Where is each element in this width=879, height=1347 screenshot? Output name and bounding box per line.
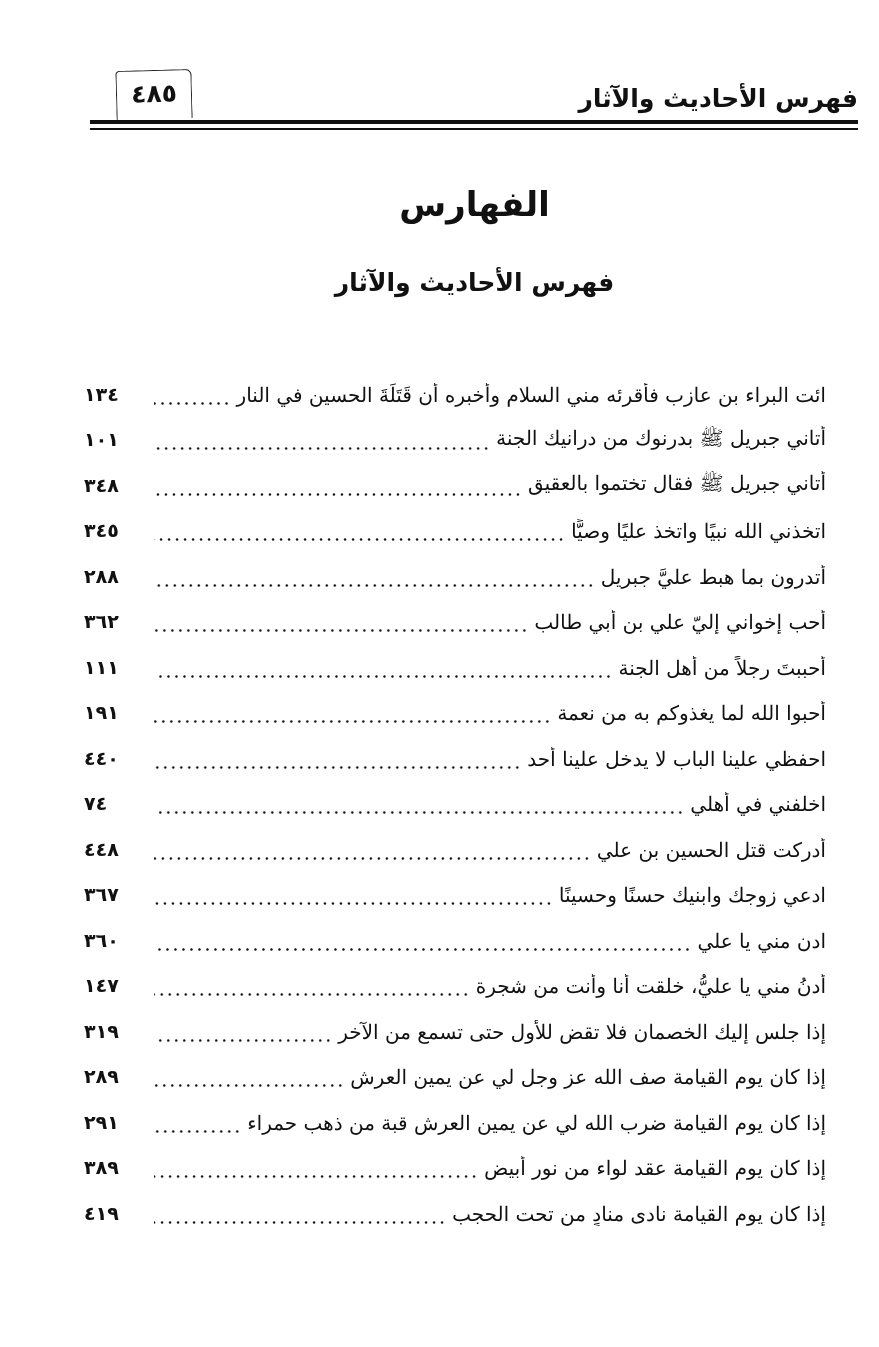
index-entry <box>84 873 826 919</box>
index-entry <box>84 509 826 555</box>
section-title: فهرس الأحاديث والآثار <box>334 268 615 297</box>
entry-page-number: ١٠١ <box>84 429 119 452</box>
running-header-title: فهرس الأحاديث والآثار <box>578 84 858 113</box>
entry-text: إذا كان يوم القيامة صف الله عز وجل لي عن يمين العرش <box>350 1065 826 1090</box>
index-entry <box>84 827 826 873</box>
entry-text: ادن مني يا علي <box>697 928 826 953</box>
entry-page-number: ٢٩١ <box>84 1111 119 1134</box>
leader-dots <box>154 493 522 496</box>
index-entry <box>84 918 826 964</box>
entry-page-number: ٤٤٠ <box>84 747 119 770</box>
entry-page-number: ١١١ <box>84 656 119 679</box>
leader-dots <box>154 993 470 996</box>
entry-text: اخلفني في أهلي <box>690 792 826 817</box>
entry-page-number: ٢٨٨ <box>84 565 119 588</box>
leader-dots <box>154 538 565 541</box>
page-number: ٤٨٥ <box>130 78 178 109</box>
entry-page-number: ٣٦٠ <box>84 929 119 952</box>
index-entry <box>84 782 826 828</box>
index-entry <box>84 645 826 691</box>
leader-dots <box>154 766 521 769</box>
entry-text: ادعي زوجك وابنيك حسنًا وحسينًا <box>558 883 826 908</box>
entry-page-number: ٣٨٩ <box>84 1157 119 1180</box>
entry-page-number: ٣٤٨ <box>84 474 119 497</box>
entry-text: احفظي علينا الباب لا يدخل علينا أحد <box>527 746 826 771</box>
entry-page-number: ٧٤ <box>84 793 108 816</box>
entry-page-number: ١٣٤ <box>84 383 119 406</box>
entry-page-number: ١٩١ <box>84 702 119 725</box>
entry-page-number: ٣٦٧ <box>84 884 119 907</box>
entry-text: أتدرون بما هبط عليَّ جبريل <box>600 564 826 589</box>
entry-text: أتاني جبريل ﷺ فقال تختموا بالعقيق <box>527 471 826 496</box>
entry-text: أحب إخواني إليّ علي بن أبي طالب <box>534 610 826 635</box>
page-number-box <box>115 69 192 120</box>
index-entry <box>84 736 826 782</box>
entry-page-number: ٣٦٢ <box>84 611 119 634</box>
leader-dots <box>154 948 691 951</box>
leader-dots <box>154 1175 478 1178</box>
leader-dots <box>154 402 231 405</box>
index-entry <box>84 463 826 509</box>
leader-dots <box>154 629 528 632</box>
leader-dots <box>154 1084 344 1087</box>
running-header <box>90 70 858 132</box>
index-entry <box>84 418 826 464</box>
leader-dots <box>154 902 553 905</box>
entry-text: أحبوا الله لما يغذوكم به من نعمة <box>557 701 826 726</box>
leader-dots <box>154 1221 446 1224</box>
entry-text: أدركت قتل الحسين بن علي <box>596 837 826 862</box>
index-entry <box>84 1055 826 1101</box>
entry-text: أحببتَ رجلاً من أهل الجنة <box>618 655 826 680</box>
index-list <box>84 372 826 1237</box>
index-entry <box>84 600 826 646</box>
entry-page-number: ٣١٩ <box>84 1020 119 1043</box>
index-entry <box>84 964 826 1010</box>
leader-dots <box>154 720 551 723</box>
leader-dots <box>154 584 595 587</box>
leader-dots <box>154 811 684 814</box>
leader-dots <box>154 447 490 450</box>
index-entry <box>84 1009 826 1055</box>
entry-page-number: ٤٤٨ <box>84 838 119 861</box>
entry-text: اتخذني الله نبيًا واتخذ عليًا وصيًّا <box>571 519 826 544</box>
leader-dots <box>154 1130 241 1133</box>
entry-text: إذا كان يوم القيامة ضرب الله لي عن يمين العرش قبة من ذهب حمراء <box>247 1110 826 1135</box>
header-rule-thin <box>90 128 858 130</box>
entry-text: ائت البراء بن عازب فأقرئه مني السلام وأخبره أن قَتَلَةَ الحسين في النار <box>236 382 826 407</box>
leader-dots <box>154 857 591 860</box>
leader-dots <box>154 1039 332 1042</box>
index-entry <box>84 372 826 418</box>
index-entry <box>84 1146 826 1192</box>
entry-text: أتاني جبريل ﷺ بدرنوك من درانيك الجنة <box>496 425 826 450</box>
leader-dots <box>154 675 612 678</box>
entry-page-number: ٢٨٩ <box>84 1066 119 1089</box>
entry-text: أُدنُ مني يا عليُّ، خلقت أنا وأنت من شجرة <box>475 974 826 999</box>
index-entry <box>84 691 826 737</box>
entry-text: إذا كان يوم القيامة نادى منادٍ من تحت الحجب <box>452 1201 826 1226</box>
entry-page-number: ٣٤٥ <box>84 520 119 543</box>
entry-page-number: ١٤٧ <box>84 975 119 998</box>
entry-page-number: ٤١٩ <box>84 1202 119 1225</box>
entry-text: إذا كان يوم القيامة عقد لواء من نور أبيض <box>484 1156 826 1181</box>
index-entry <box>84 1100 826 1146</box>
main-title: الفهارس <box>399 185 550 225</box>
index-entry <box>84 1191 826 1237</box>
entry-text: إذا جلس إليك الخصمان فلا تقض للأول حتى تسمع من الآخر <box>338 1019 826 1044</box>
index-entry <box>84 554 826 600</box>
header-rule-thick <box>90 120 858 124</box>
